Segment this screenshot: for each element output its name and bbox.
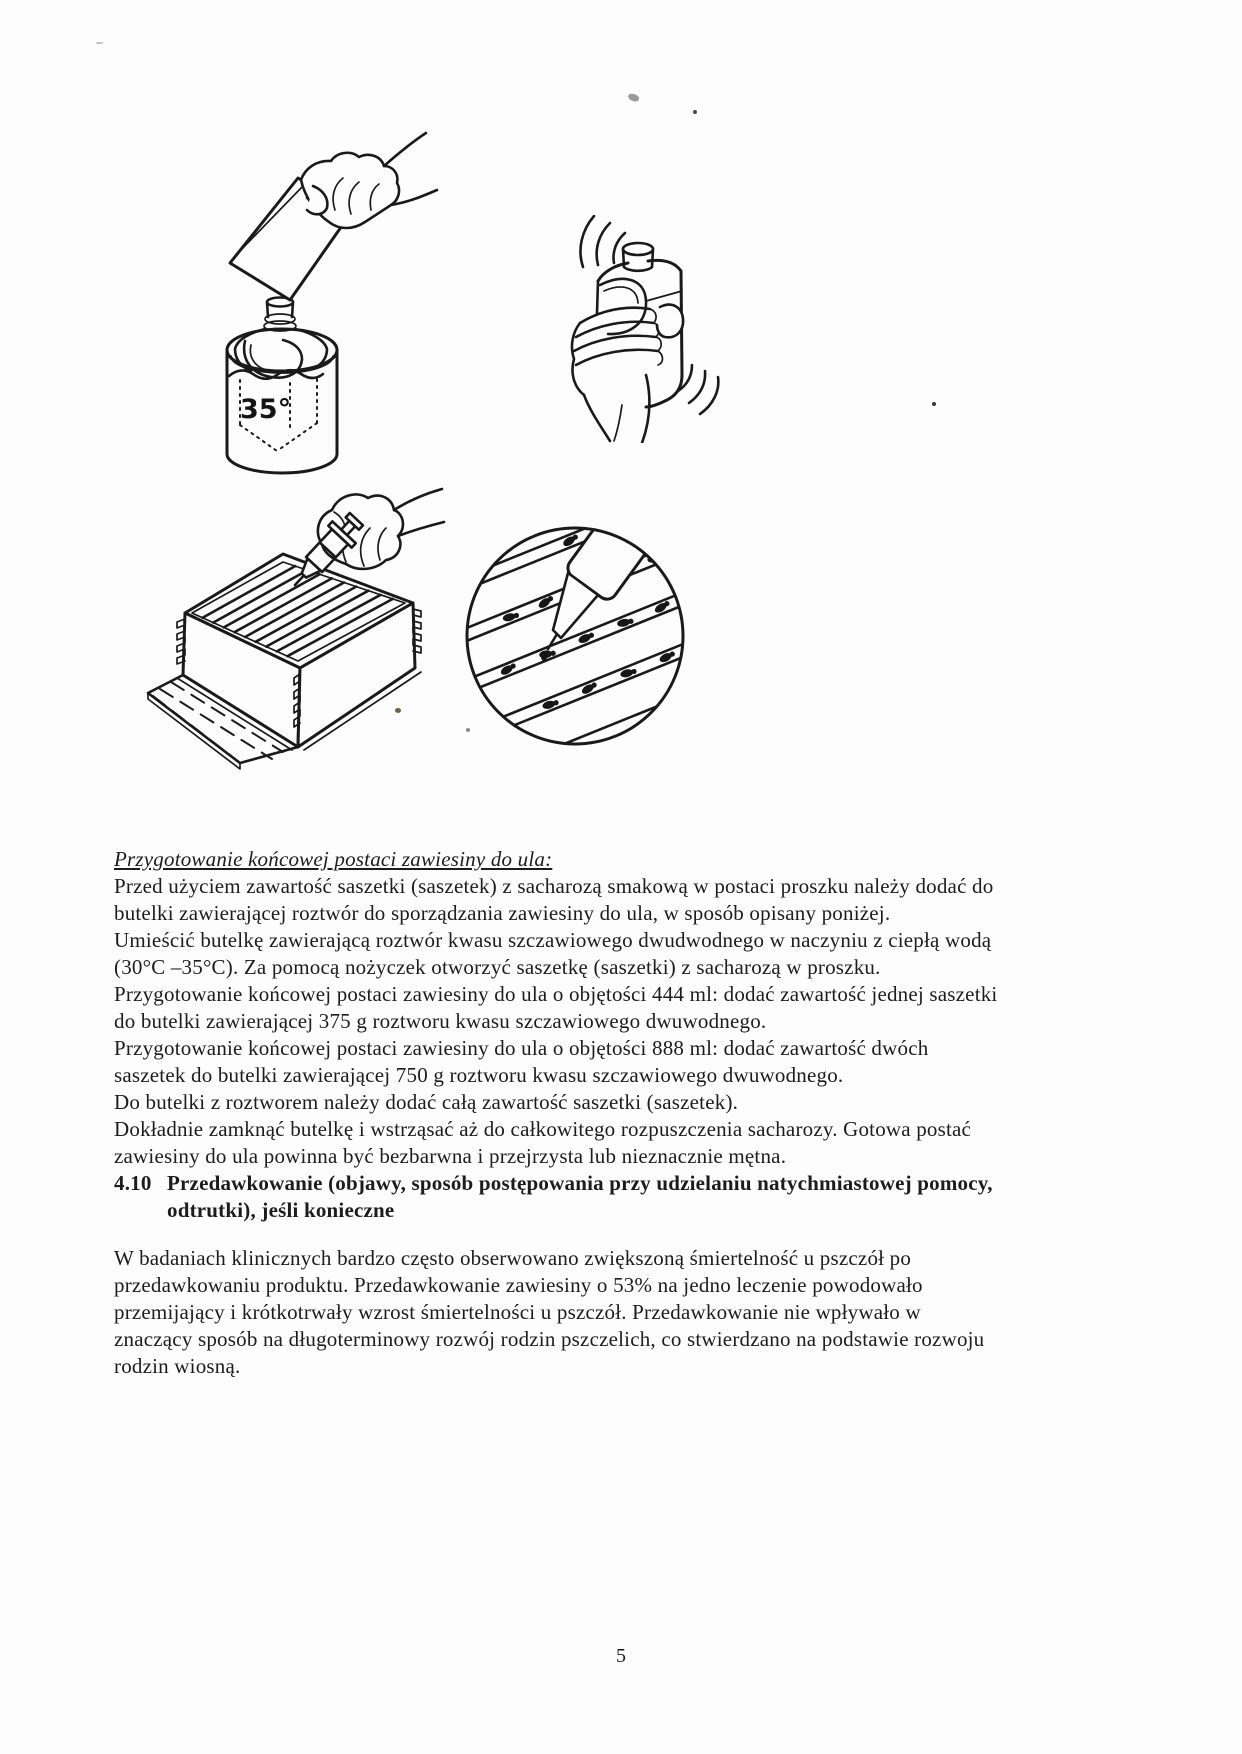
pour-sachet-into-bottle-illustration bbox=[185, 82, 455, 482]
text-line: W badaniach klinicznych bardzo często obserwowano zwiększoną śmiertelność u pszczół po bbox=[114, 1246, 912, 1270]
scan-speck bbox=[96, 42, 103, 44]
shake-motion-lines bbox=[580, 216, 625, 267]
text-line: zawiesiny do ula powinna być bezbarwna i przejrzysta lub nieznacznie mętna. bbox=[114, 1144, 787, 1168]
hive-trickling-illustration bbox=[112, 433, 457, 773]
text-line: do butelki zawierającej 375 g roztworu kwasu szczawiowego dwuwodnego. bbox=[114, 1009, 767, 1033]
text-line: rodzin wiosną. bbox=[114, 1354, 241, 1378]
text-line: znaczący sposób na długoterminowy rozwój rodzin pszczelich, co stwierdzano na podstawie rozwoju bbox=[114, 1327, 985, 1351]
section-number: 4.10 bbox=[114, 1171, 152, 1195]
holding-hand bbox=[572, 305, 683, 443]
hive-body bbox=[177, 554, 421, 750]
text-line: przemijający i krótkotrwały wzrost śmiertelności u pszczół. Przedawkowanie nie wpływało w bbox=[114, 1300, 921, 1324]
preparation-heading: Przygotowanie końcowej postaci zawiesiny do ula: bbox=[114, 847, 553, 871]
text-line: Przygotowanie końcowej postaci zawiesiny do ula o objętości 444 ml: dodać zawartość jednej saszetki bbox=[114, 982, 998, 1006]
scan-speck bbox=[627, 92, 640, 103]
text-line: (30°C –35°C). Za pomocą nożyczek otworzyć saszetkę (saszetki) z sacharozą w proszku. bbox=[114, 955, 881, 979]
text-line: Przygotowanie końcowej postaci zawiesiny do ula o objętości 888 ml: dodać zawartość dwóch bbox=[114, 1036, 929, 1060]
paragraph-shake-close bbox=[114, 1116, 1184, 1170]
text-line: przedawkowaniu produktu. Przedawkowanie zawiesiny o 53% na jedno leczenie powodowało bbox=[114, 1273, 923, 1297]
pouring-hand bbox=[301, 133, 437, 228]
text-line: Dokładnie zamknąć butelkę i wstrząsać aż do całkowitego rozpuszczenia sacharozy. Gotowa postać bbox=[114, 1117, 972, 1141]
scan-speck bbox=[395, 708, 401, 713]
text-line: butelki zawierającej roztwór do sporządzania zawiesiny do ula, w sposób opisany poniżej. bbox=[114, 901, 891, 925]
scan-speck bbox=[932, 402, 936, 406]
text-line: odtrutki), jeśli konieczne bbox=[167, 1198, 395, 1222]
text-line: Do butelki z roztworem należy dodać całą zawartość saszetki (saszetek). bbox=[114, 1090, 739, 1114]
receiving-bottle bbox=[235, 298, 327, 378]
text-line: Przedawkowanie (objawy, sposób postępowania przy udzielaniu natychmiastowej pomocy, bbox=[167, 1171, 993, 1195]
paragraph-before-use bbox=[114, 873, 1184, 927]
page-number: 5 bbox=[616, 1645, 626, 1667]
scan-speck bbox=[466, 728, 470, 732]
shaking-bottle-illustration bbox=[560, 215, 720, 443]
section-410-heading bbox=[114, 1170, 1184, 1224]
paragraph-overdose bbox=[114, 1245, 1184, 1380]
document-body bbox=[114, 846, 1184, 1380]
section-title bbox=[167, 1170, 993, 1224]
hive-closeup-magnified-illustration bbox=[455, 518, 700, 760]
scan-speck bbox=[693, 110, 697, 114]
water-bath-temperature-label: 35° bbox=[240, 394, 292, 425]
text-line: saszetek do butelki zawierającej 750 g roztworu kwasu szczawiowego dwuwodnego. bbox=[114, 1063, 844, 1087]
paragraph-volumes bbox=[114, 981, 1184, 1116]
text-line: Umieścić butelkę zawierającą roztwór kwasu szczawiowego dwudwodnego w naczyniu z ciepłą wodą bbox=[114, 928, 992, 952]
text-line: Przed użyciem zawartość saszetki (saszetek) z sacharozą smakową w postaci proszku należy dodać do bbox=[114, 874, 994, 898]
shake-motion-lines-bottom bbox=[678, 365, 718, 414]
paragraph-warm-water bbox=[114, 927, 1184, 981]
